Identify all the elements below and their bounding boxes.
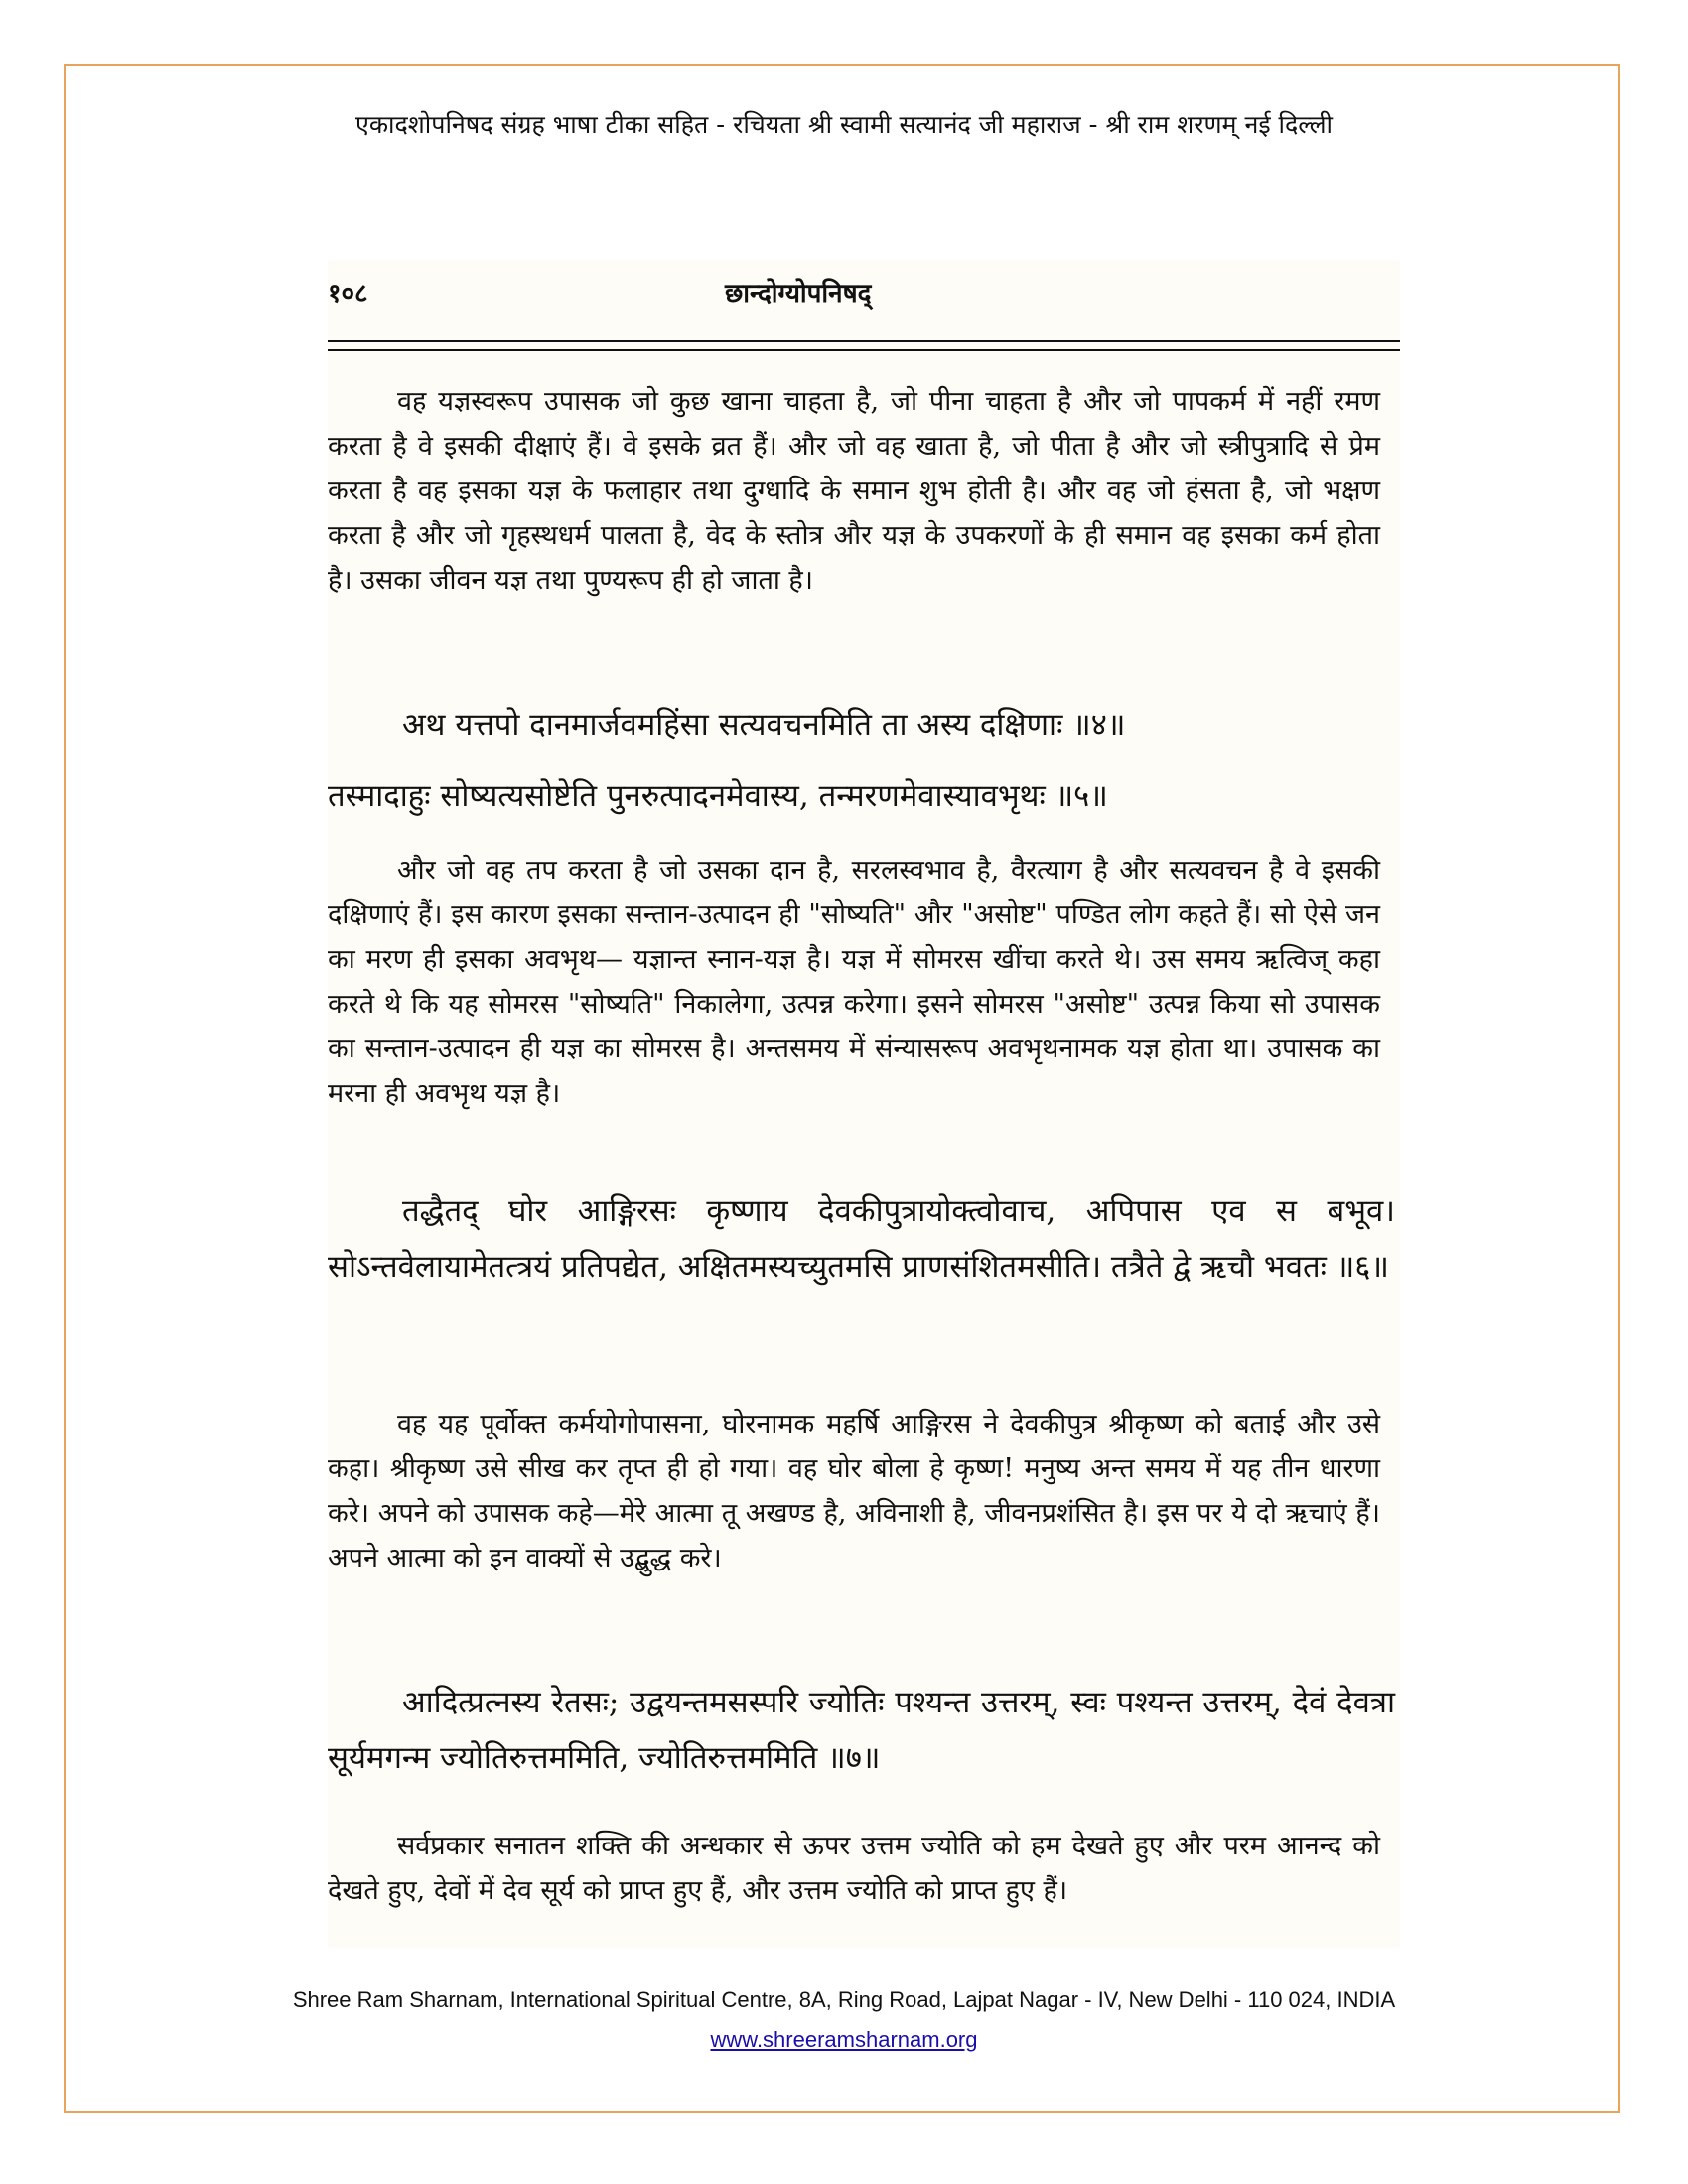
commentary-paragraph-2: और जो वह तप करता है जो उसका दान है, सरलस्वभाव है, वैरत्याग है और सत्यवचन है वे इसकी दक्षिणाएं हैं। इस कारण इसका सन्तान-उत्पादन ही "सोष्यति" और "असोष्ट" पण्डित लोग कहते हैं। सो ऐसे जन का मरण ही इसका अवभृथ— यज्ञान्त स्नान-यज्ञ है। यज्ञ में सोमरस खींचा करते थे। उस समय ऋत्विज् कहा करते थे कि यह सोमरस "सोष्यति" निकालेगा, उत्पन्न करेगा। इसने सोमरस "असोष्ट" उत्पन्न किया सो उपासक का सन्तान-उत्पादन ही यज्ञ का सोमरस है। अन्तसमय में संन्यासरूप अवभृथनामक यज्ञ होता था। उपासक का मरना ही अवभृथ यज्ञ है।	[328, 855, 1380, 1109]
commentary-paragraph-3: वह यह पूर्वोक्त कर्मयोगोपासना, घोरनामक महर्षि आङ्गिरस ने देवकीपुत्र श्रीकृष्ण को बताई और उसे कहा। श्रीकृष्ण उसे सीख कर तृप्त ही हो गया। वह घोर बोला हे कृष्ण! मनुष्य अन्त समय में यह तीन धारणा करे। अपने को उपासक कहे—मेरे आत्मा तू अखण्ड है, अविनाशी है, जीवनप्रशंसित है। इस पर ये दो ऋचाएं हैं। अपने आत्मा को इन वाक्यों से उद्बुद्ध करे।	[328, 1409, 1380, 1573]
verse-5: तस्मादाहुः सोष्यत्यसोष्टेति पुनरुत्पादनमेवास्य, तन्मरणमेवास्यावभृथः ॥५॥	[328, 778, 1108, 814]
verse-7: आदित्प्रत्नस्य रेतसः; उद्वयन्तमसस्परि ज्योतिः पश्यन्त उत्तरम्, स्वः पश्यन्त उत्तरम्, देवं देवत्रा सूर्यमगन्म ज्योतिरुत्तममिति, ज्योतिरुत्तममिति ॥७॥	[328, 1685, 1395, 1776]
commentary-paragraph-1: वह यज्ञस्वरूप उपासक जो कुछ खाना चाहता है, जो पीना चाहता है और जो पापकर्म में नहीं रमण करता है वे इसकी दीक्षाएं हैं। वे इसके व्रत हैं। और जो वह खाता है, जो पीता है और जो स्त्रीपुत्रादि से प्रेम करता है वह इसका यज्ञ के फलाहार तथा दुग्धादि के समान शुभ होती है। और वह जो हंसता है, जो भक्षण करता है और जो गृहस्थधर्म पालता है, वेद के स्तोत्र और यज्ञ के उपकरणों के ही समान वह इसका कर्म होता है। उसका जीवन यज्ञ तथा पुण्यरूप ही हो जाता है।	[328, 386, 1380, 596]
verse-6: तद्धैतद् घोर आङ्गिरसः कृष्णाय देवकीपुत्रायोक्त्वोवाच, अपिपास एव स बभूव। सोऽन्तवेलायामेतत्त्रयं प्रतिपद्येत, अक्षितमस्यच्युतमसि प्राणसंशितमसीति। तत्रैते द्वे ऋचौ भवतः ॥६॥	[328, 1193, 1395, 1285]
verse-4: अथ यत्तपो दानमार्जवमहिंसा सत्यवचनमिति ता अस्य दक्षिणाः ॥४॥	[402, 707, 1126, 743]
header-rule	[328, 340, 1400, 342]
document-header: एकादशोपनिषद संग्रह भाषा टीका सहित - रचियता श्री स्वामी सत्यानंद जी महाराज - श्री राम शरणम् नई दिल्ली	[355, 110, 1333, 139]
page-number: १०८	[328, 279, 368, 309]
header-rule-double	[328, 349, 1400, 351]
commentary-paragraph-4: सर्वप्रकार सनातन शक्ति की अन्धकार से ऊपर उत्तम ज्योति को हम देखते हुए और परम आनन्द को देखते हुए, देवों में देव सूर्य को प्राप्त हुए हैं, और उत्तम ज्योति को प्राप्त हुए हैं।	[328, 1831, 1380, 1906]
footer-address: Shree Ram Sharnam, International Spiritual Centre, 8A, Ring Road, Lajpat Nagar - IV, New Delhi - 110 024, INDIA	[292, 1987, 1396, 2012]
scanned-page	[328, 260, 1400, 1948]
website-link[interactable]: www.shreeramsharnam.org	[710, 2027, 978, 2052]
running-title: छान्दोग्योपनिषद्	[725, 279, 872, 309]
